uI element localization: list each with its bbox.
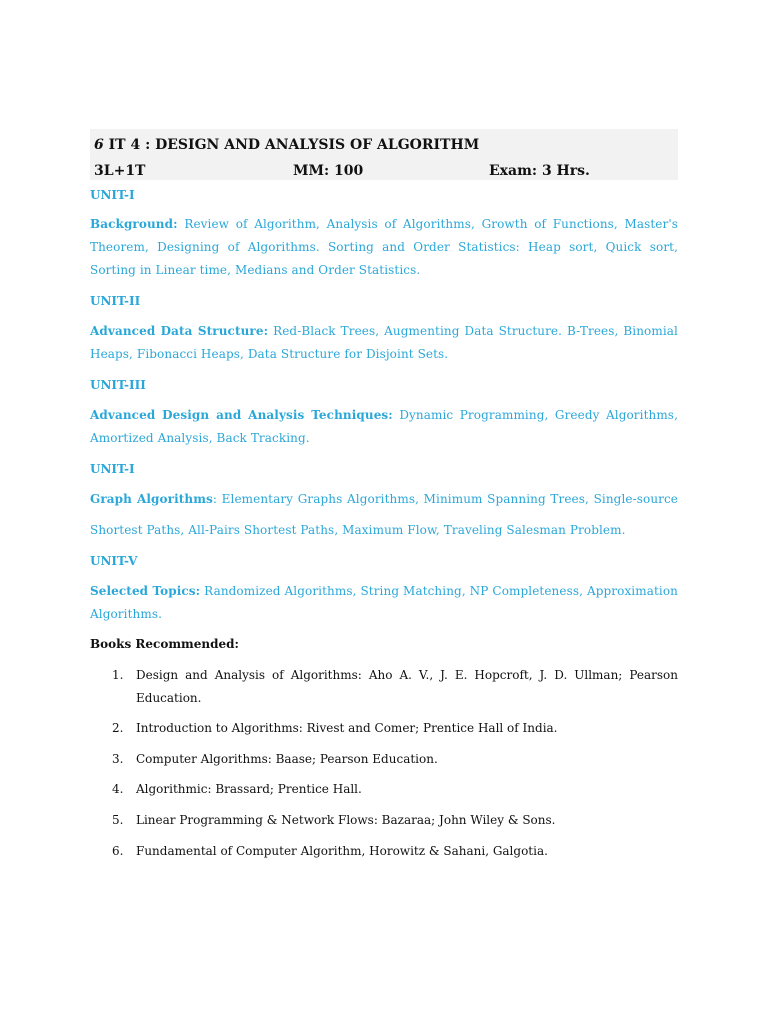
- unit-text: Red-Black Trees, Augmenting Data Structure. B-Trees, Binomial Heaps, Fibonacci Heaps, Data Structure for Disjoint Sets.: [90, 324, 678, 361]
- unit-topic: Graph Algorithms: [90, 492, 213, 506]
- book-text: Linear Programming & Network Flows: Bazaraa; John Wiley & Sons.: [136, 813, 556, 827]
- book-text: Algorithmic: Brassard; Prentice Hall.: [136, 782, 362, 796]
- unit-heading: UNIT-III: [90, 378, 146, 392]
- book-number: 5.: [112, 813, 124, 827]
- unit-heading: UNIT-V: [90, 554, 138, 568]
- course-header: [90, 129, 678, 180]
- book-text: Fundamental of Computer Algorithm, Horowitz & Sahani, Galgotia.: [136, 844, 548, 858]
- course-title-text: IT 4 : DESIGN AND ANALYSIS OF ALGORITHM: [108, 137, 480, 153]
- book-number: 3.: [112, 752, 124, 766]
- unit-description: [90, 484, 678, 546]
- unit-topic: Background:: [90, 217, 178, 231]
- credits: 3L+1T: [94, 163, 146, 179]
- book-number: 2.: [112, 721, 124, 735]
- unit-heading: UNIT-I: [90, 462, 135, 476]
- unit-text: Review of Algorithm, Analysis of Algorithms, Growth of Functions, Master's Theorem, Designing of Algorithms. Sorting and Order Statistics: Heap sort, Quick sort, Sorting in Linear time, Medians and Order Statistics.: [90, 217, 679, 277]
- unit-topic: Selected Topics:: [90, 584, 201, 598]
- book-item: [112, 840, 678, 863]
- max-marks: MM: 100: [293, 163, 364, 179]
- book-item: [112, 778, 678, 801]
- unit-topic: Advanced Data Structure:: [90, 324, 269, 338]
- unit-text: : Elementary Graphs Algorithms, Minimum Spanning Trees, Single-source Shortest Paths, All-Pairs Shortest Paths, Maximum Flow, Traveling Salesman Problem.: [90, 492, 679, 537]
- unit-topic: Advanced Design and Analysis Techniques:: [90, 408, 393, 422]
- course-title: [94, 137, 479, 153]
- book-number: 6.: [112, 844, 124, 858]
- book-number: 1.: [112, 668, 124, 682]
- book-text: Computer Algorithms: Baase; Pearson Education.: [136, 752, 438, 766]
- book-item: [112, 748, 678, 771]
- unit-text: Randomized Algorithms, String Matching, NP Completeness, Approximation Algorithms.: [90, 584, 678, 621]
- exam-duration: Exam: 3 Hrs.: [489, 163, 590, 179]
- book-item: [112, 664, 678, 710]
- book-number: 4.: [112, 782, 124, 796]
- unit-description: [90, 213, 678, 282]
- unit-description: [90, 580, 678, 626]
- unit-text: Dynamic Programming, Greedy Algorithms, Amortized Analysis, Back Tracking.: [90, 408, 678, 445]
- course-number: 6: [94, 137, 104, 153]
- book-item: [112, 809, 678, 832]
- unit-heading: UNIT-II: [90, 294, 141, 308]
- book-text: Design and Analysis of Algorithms: Aho A. V., J. E. Hopcroft, J. D. Ullman; Pearson Education.: [136, 668, 678, 705]
- unit-heading: UNIT-I: [90, 188, 135, 202]
- book-item: [112, 717, 678, 740]
- unit-description: [90, 320, 678, 366]
- books-heading: Books Recommended:: [90, 637, 239, 651]
- unit-description: [90, 404, 678, 450]
- book-text: Introduction to Algorithms: Rivest and Comer; Prentice Hall of India.: [136, 721, 558, 735]
